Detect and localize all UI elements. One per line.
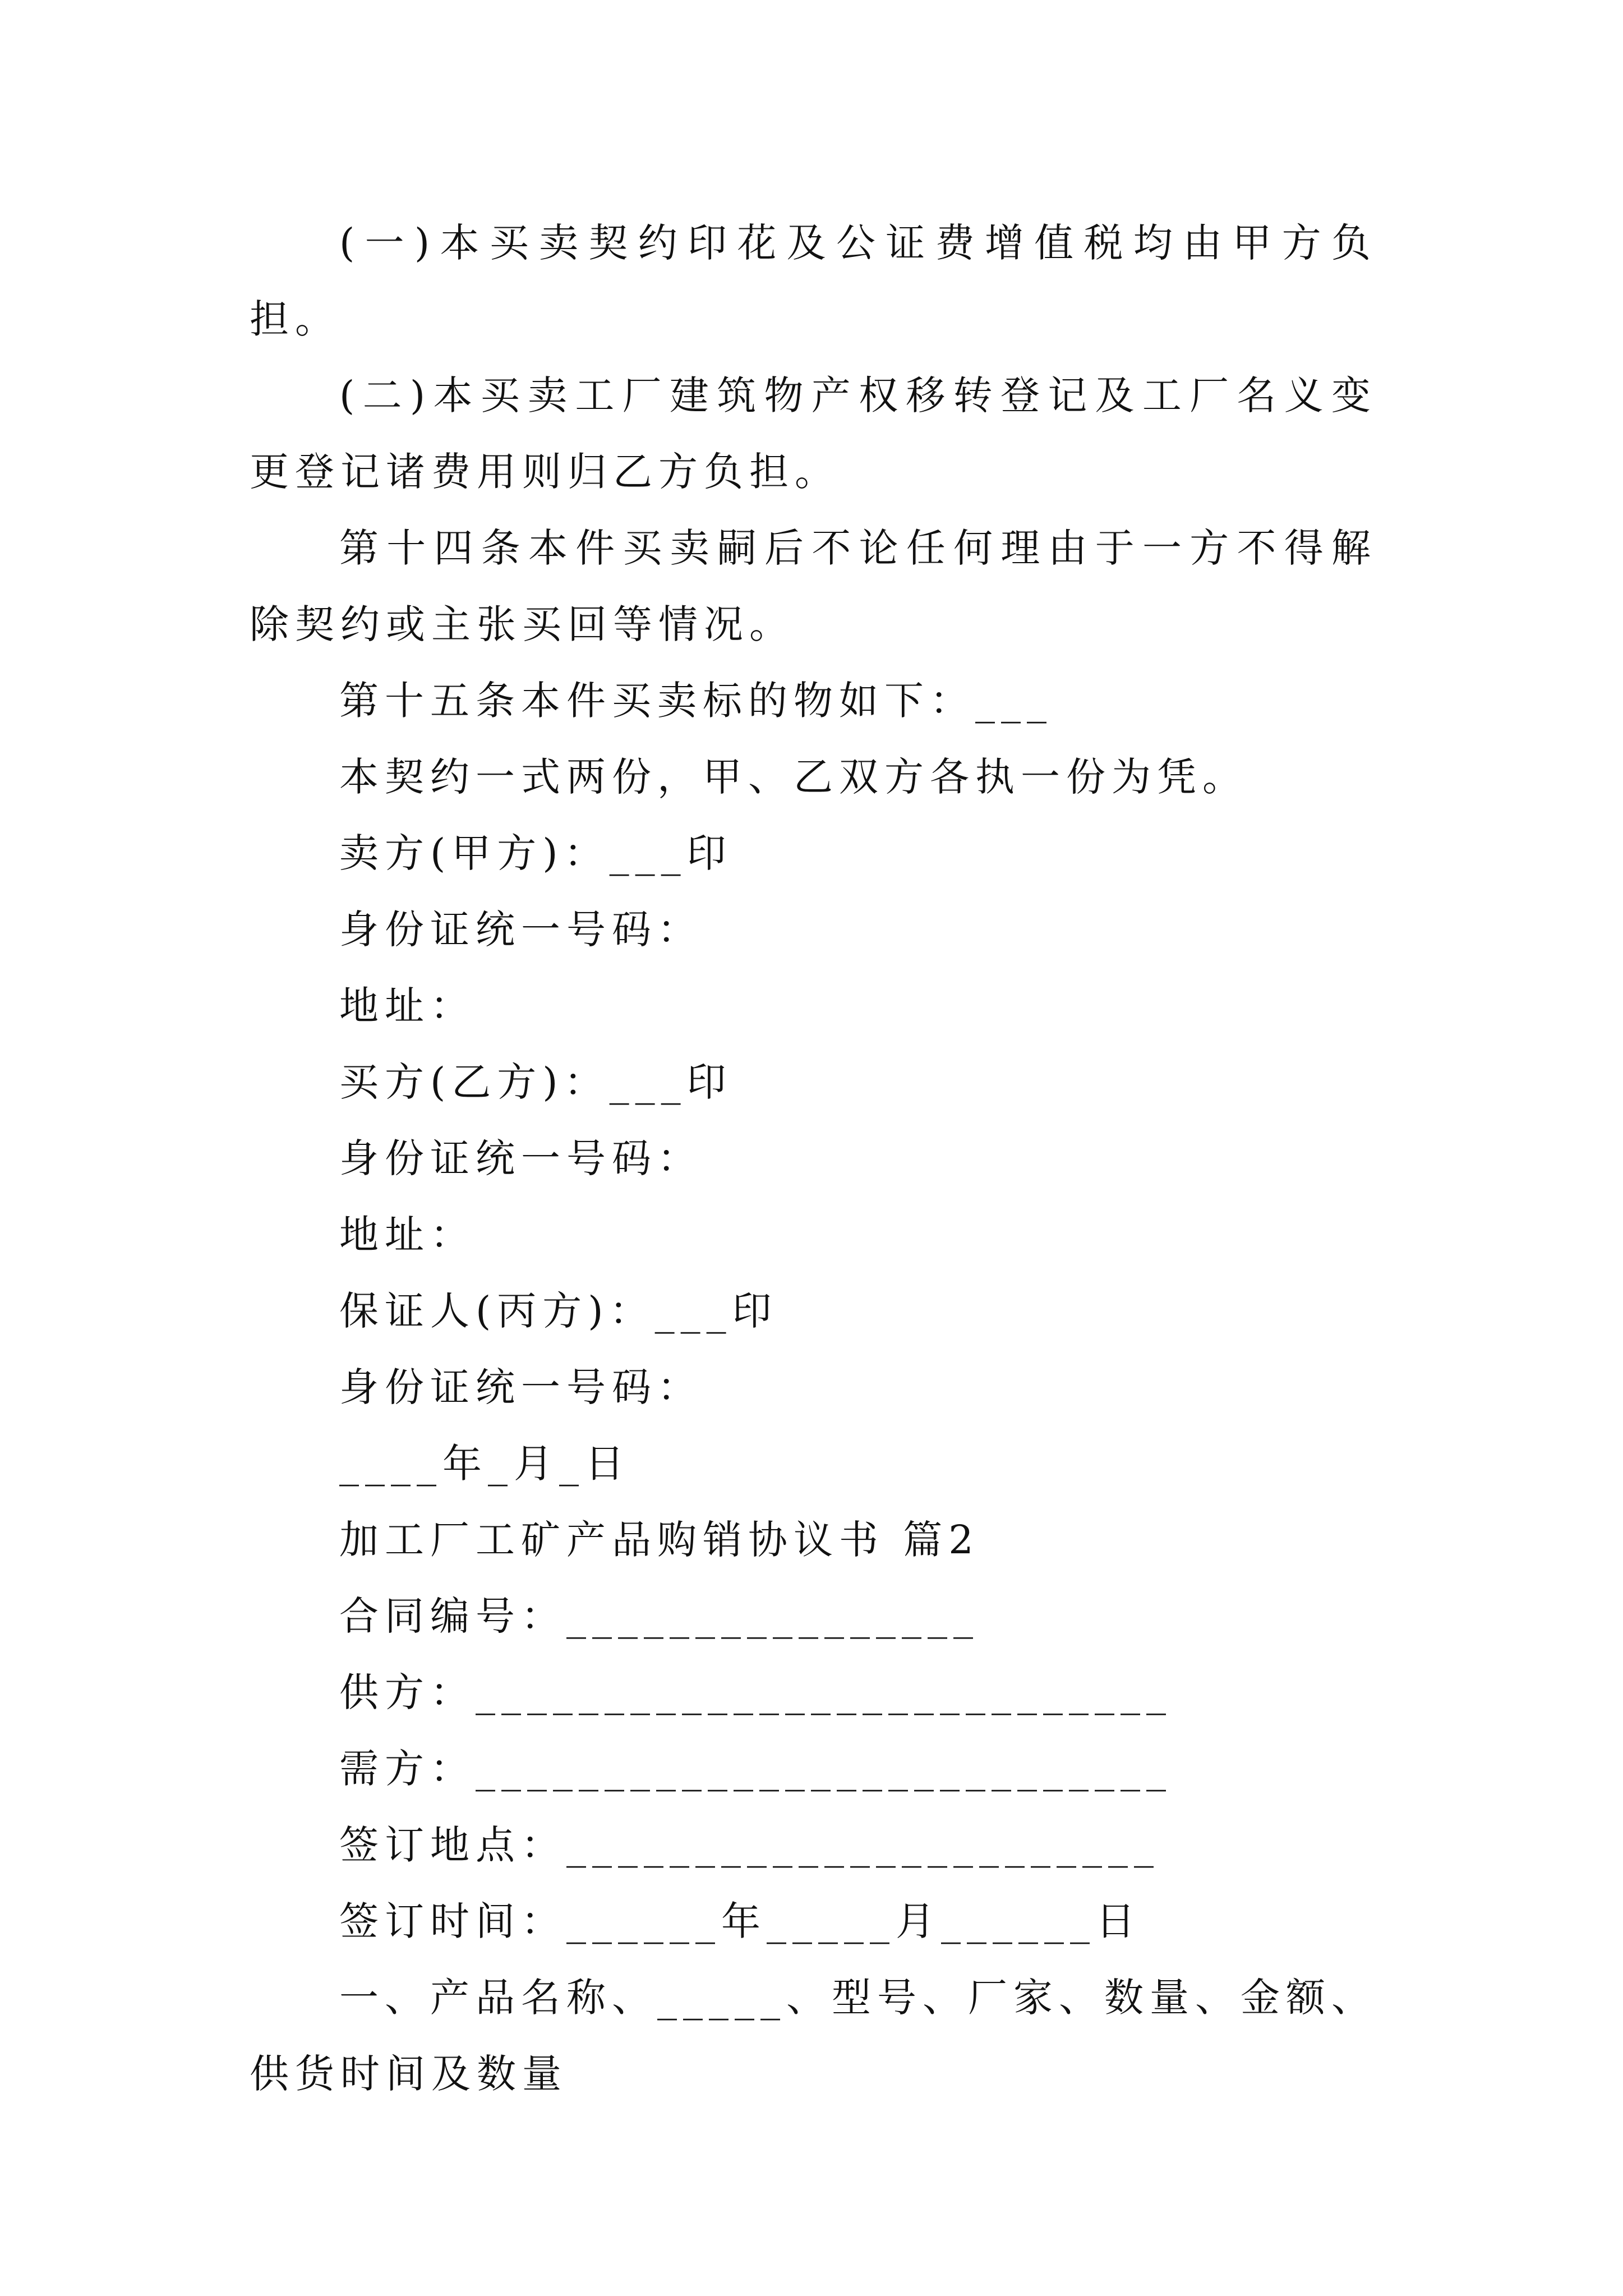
buyer-address: 地址： xyxy=(339,1212,476,1258)
supplier-line: 供方：___________________________ xyxy=(339,1669,1172,1715)
seller-address: 地址： xyxy=(339,983,476,1029)
product-clause: 一、产品名称、_____、型号、厂家、数量、金额、供货时间及数量 xyxy=(250,1975,1377,2097)
paragraph-copies: 本契约一式两份，甲、乙双方各执一份为凭。 xyxy=(339,754,1248,800)
seller-id-number: 身份证统一号码： xyxy=(339,907,703,953)
demander-line: 需方：___________________________ xyxy=(339,1746,1172,1792)
signing-time-line: 签订时间：______年_____月______日 xyxy=(339,1898,1141,1944)
seller-signature-line: 卖方(甲方)：___印 xyxy=(339,830,732,876)
paragraph-article-15: 第十五条本件买卖标的物如下：___ xyxy=(339,678,1053,724)
guarantor-signature-line: 保证人(丙方)：___印 xyxy=(339,1288,778,1334)
signing-place-line: 签订地点：_______________________ xyxy=(339,1822,1160,1868)
section-title: 加工厂工矿产品购销协议书 篇2 xyxy=(339,1517,980,1563)
date-line: ____年_月_日 xyxy=(339,1441,630,1487)
paragraph-stamp-duty: (一)本买卖契约印花及公证费增值税均由甲方负担。 xyxy=(250,220,1377,342)
paragraph-registration-fees: (二)本买卖工厂建筑物产权移转登记及工厂名义变更登记诸费用则归乙方负担。 xyxy=(250,372,1377,495)
guarantor-id-number: 身份证统一号码： xyxy=(339,1364,703,1410)
buyer-signature-line: 买方(乙方)：___印 xyxy=(339,1059,732,1105)
buyer-id-number: 身份证统一号码： xyxy=(339,1135,703,1181)
document-body xyxy=(250,205,1377,2112)
contract-number-line: 合同编号：________________ xyxy=(339,1593,979,1639)
paragraph-article-14: 第十四条本件买卖嗣后不论任何理由于一方不得解除契约或主张买回等情况。 xyxy=(250,525,1377,647)
